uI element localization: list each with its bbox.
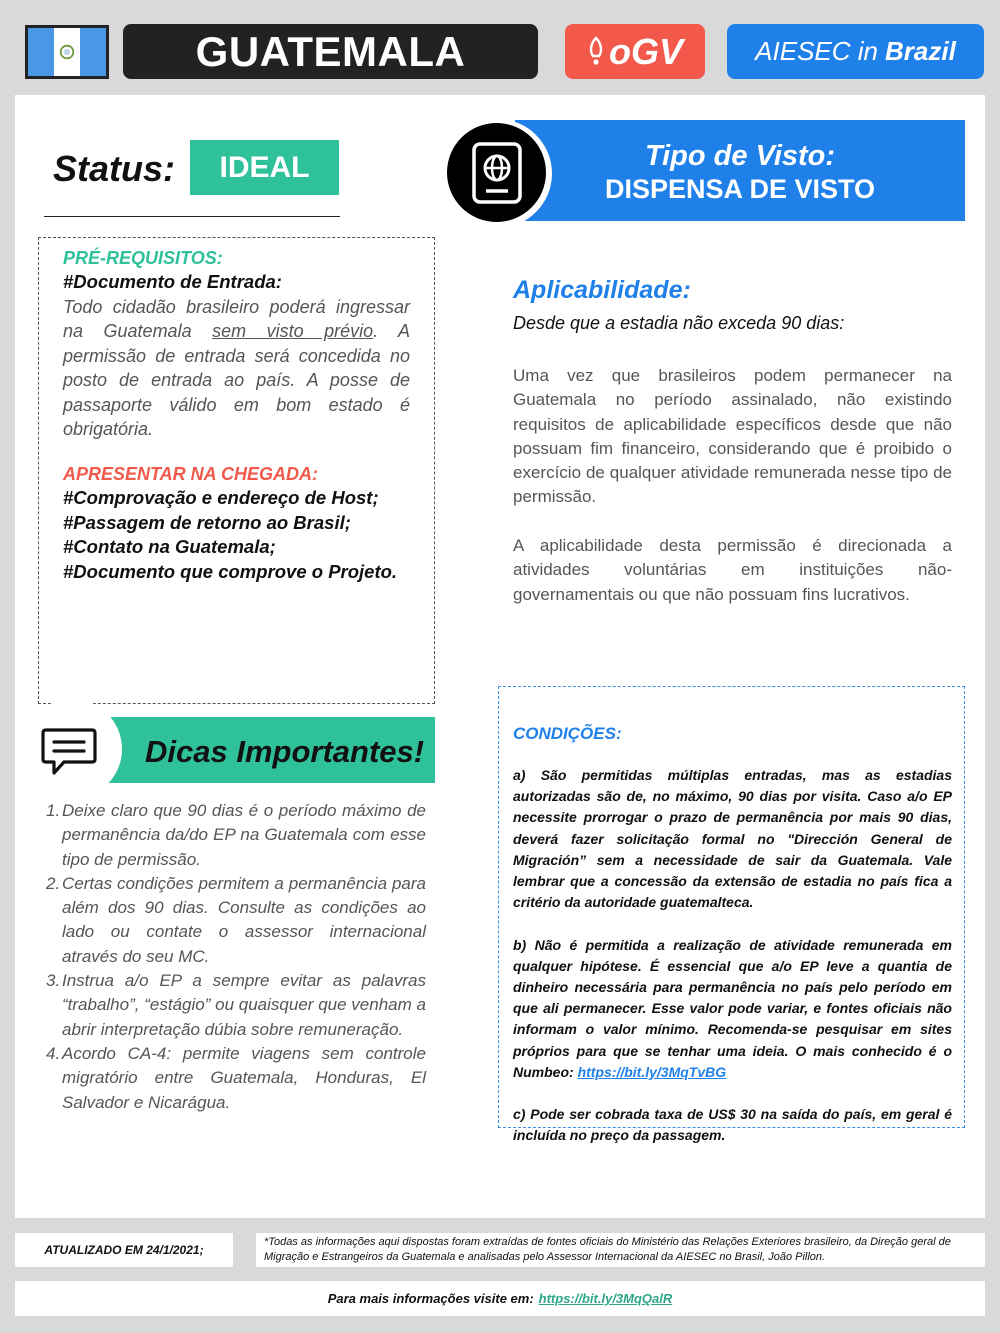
requirements-title: PRÉ-REQUISITOS:	[63, 248, 223, 268]
country-title: GUATEMALA	[123, 24, 538, 79]
aiesec-badge	[727, 24, 984, 79]
tips-title: Dicas Importantes!	[145, 734, 425, 769]
passport-icon-circle	[447, 123, 546, 222]
visa-type-label: Tipo de Visto:	[644, 140, 836, 172]
applicability-subtitle: Desde que a estadia não exceda 90 dias:	[513, 313, 845, 333]
visa-type-value: DISPENSA DE VISTO	[604, 174, 876, 204]
conditions-text	[513, 765, 952, 1168]
tip-number: 3.	[46, 971, 61, 991]
condition-a: a) São permitidas múltiplas entradas, mas as estadias autorizadas são de, no máximo, 90 dias por visita. Caso a/o EP necessite prorrogar o prazo de permanência por mais 90 dias, deverá fazer solicitação formal no "Dirección General de Migración” sem a necessidade de sair da Guatemala. Vale lembrar que a concessão da extensão de estadia no país fica a critério da autoridade guatemalteca.	[513, 767, 952, 911]
aiesec-country: Brazil	[885, 36, 956, 66]
guatemala-flag	[25, 25, 109, 79]
chat-icon	[40, 727, 98, 779]
condition-b-text: b) Não é permitida a realização de atividade remunerada em qualquer hipótese. É essencial que a/o EP leve a quantia de dinheiro necessária para permanência no país pelo período em que ali permanecer. Esse valor pode variar, e fontes oficiais não informam o valor mínimo. Recomenda-se pesquisar em sites próprios para que se tenhar uma ideia. O mais conhecido é o Numbeo:	[513, 936, 952, 1080]
status-badge: IDEAL	[190, 140, 339, 195]
status-label: Status:	[53, 148, 176, 189]
tip-text: Deixe claro que 90 dias é o período máximo de permanência da/do EP na Guatemala com esse tipo de permissão.	[62, 801, 426, 869]
tip-text: Acordo CA-4: permite viagens sem controle migratório entre Guatemala, Honduras, El Salvador e Nicarágua.	[62, 1043, 426, 1112]
entry-text-underlined: sem visto prévio	[212, 321, 374, 342]
entry-text-start: Todo cidadão brasileiro poderá ingressar na Guatemala	[63, 296, 410, 342]
flag-emblem-icon	[58, 43, 76, 61]
applicability-paragraph: Uma vez que brasileiros podem permanecer na Guatemala no período assinalado, não existindo requisitos de aplicabilidade específicos desde que não possuam fim financeiro, considerando que é proibido o exercício de qualquer atividade remunerada nesse tipo de permissão.	[513, 366, 952, 507]
more-info-label: Para mais informações visite em:	[327, 1291, 534, 1306]
condition-c: c) Pode ser cobrada taxa de US$ 30 na saída do país, em geral é incluída no preço da passagem.	[513, 1106, 952, 1144]
tip-item	[46, 969, 426, 1042]
tip-number: 1.	[46, 801, 61, 820]
entry-document-heading: #Documento de Entrada:	[63, 271, 282, 292]
tip-text: Certas condições permitem a permanência para além dos 90 dias. Consulte as condições ao lado ou contate o assessor internacional através do seu MC.	[62, 873, 426, 966]
numbeo-link[interactable]: https://bit.ly/3MqTvBG	[577, 1063, 727, 1080]
arrival-item: #Documento que comprove o Projeto.	[63, 560, 398, 582]
applicability-paragraph: A aplicabilidade desta permissão é direcionada a atividades voluntárias em instituições não-governamentais ou que não possuam fins lucrativos.	[513, 536, 952, 604]
passport-icon	[471, 141, 523, 205]
flag-band-right	[80, 28, 106, 76]
tips-list	[46, 799, 426, 1115]
tip-item	[46, 1042, 426, 1115]
requirements-content	[63, 246, 410, 584]
ogv-label: oGV	[608, 30, 683, 72]
arrival-item: #Comprovação e endereço de Host;	[63, 487, 379, 509]
condition-b	[513, 935, 952, 1083]
entry-document-text	[63, 295, 410, 443]
applicability-title: Aplicabilidade:	[513, 276, 691, 304]
status-divider	[44, 216, 340, 217]
tip-item	[46, 872, 426, 969]
arrival-title: APRESENTAR NA CHEGADA:	[63, 464, 319, 485]
more-info	[15, 1281, 985, 1316]
tip-number: 2.	[46, 873, 61, 893]
tip-item	[46, 799, 426, 872]
arrival-item: #Contato na Guatemala;	[63, 536, 276, 558]
aiesec-prefix: AIESEC in	[755, 36, 878, 66]
more-info-link[interactable]: https://bit.ly/3MqQalR	[538, 1291, 673, 1306]
visa-type-box	[515, 120, 965, 221]
sources-note: *Todas as informações aqui dispostas foram extraídas de fontes oficiais do Ministério das Relações Exteriores brasileiro, da Direção geral de Migração e Estrangeiros da Guatemala e analisadas pelo Assessor Internacional da AIESEC no Brasil, João Pillon.	[256, 1233, 985, 1267]
arrival-item: #Passagem de retorno ao Brasil;	[63, 511, 351, 533]
flag-band-center	[54, 28, 80, 76]
flag-band-left	[28, 28, 54, 76]
ogv-badge	[565, 24, 705, 79]
entry-text-end: . A permissão de entrada será concedida no posto de entrada ao país. A posse de passaporte válido em bom estado é obrigatória.	[63, 321, 411, 440]
conditions-title: CONDIÇÕES:	[513, 724, 622, 743]
flame-icon	[587, 36, 605, 68]
updated-date: ATUALIZADO EM 24/1/2021;	[15, 1233, 233, 1267]
tip-text: Instrua a/o EP a sempre evitar as palavras “trabalho”, “estágio” ou quaisquer que venham a abrir interpretação dúbia sobre remuneração.	[62, 971, 426, 1039]
tip-number: 4.	[46, 1043, 61, 1063]
